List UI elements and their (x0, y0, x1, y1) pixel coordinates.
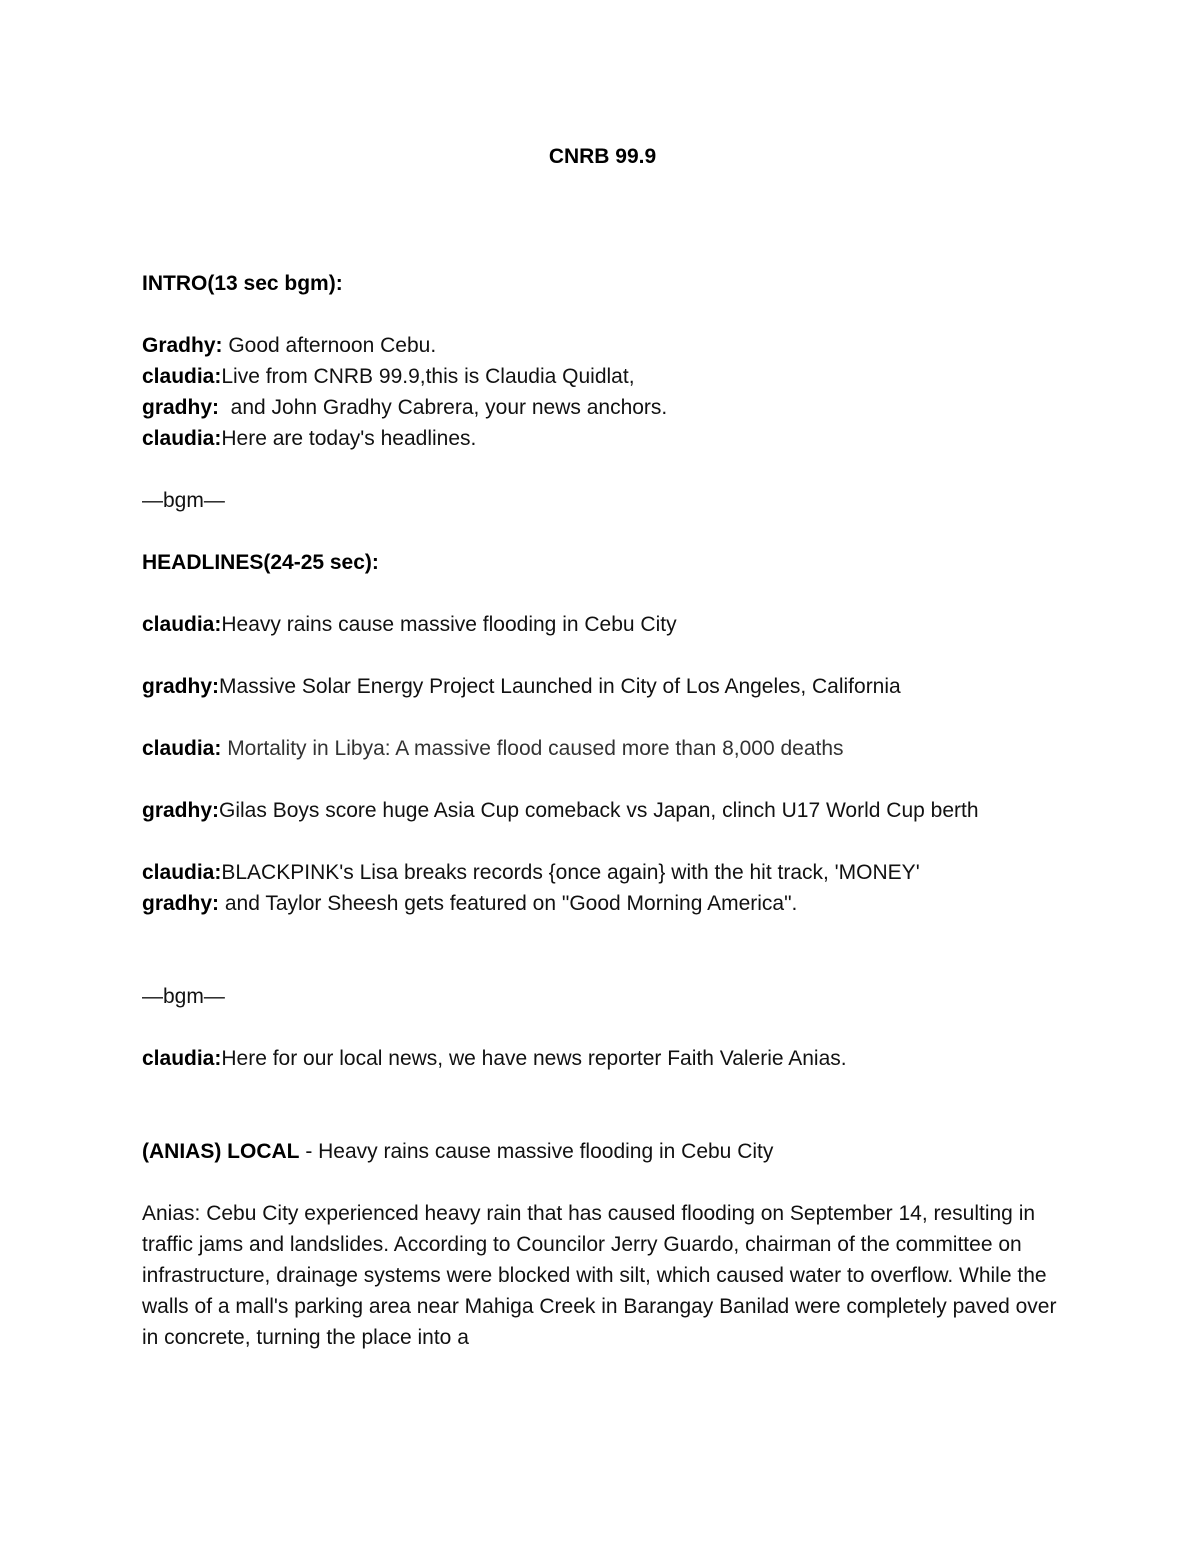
line-text: Here for our local news, we have news reporter Faith Valerie Anias. (221, 1047, 847, 1070)
speaker-label: claudia: (142, 1047, 222, 1070)
spacer (142, 578, 1062, 609)
speaker-label: gradhy: (142, 396, 220, 419)
headline-item (142, 795, 1062, 826)
spacer (142, 299, 1062, 330)
spacer (142, 764, 1062, 795)
speaker-label: gradhy: (142, 892, 220, 915)
speaker-label: claudia: (142, 737, 222, 760)
local-heading-label: (ANIAS) LOCAL (142, 1140, 300, 1163)
spacer (142, 1012, 1062, 1043)
speaker-label: Gradhy: (142, 334, 223, 357)
bgm-marker: —bgm— (142, 985, 225, 1008)
headline-item (142, 671, 1062, 702)
spacer (142, 516, 1062, 547)
intro-heading: INTRO(13 sec bgm): (142, 272, 343, 295)
script-body (142, 268, 1062, 1353)
line-text: and Taylor Sheesh gets featured on "Good Morning America". (219, 892, 798, 915)
intro-line (142, 361, 1062, 392)
line-text: Heavy rains cause massive flooding in Cebu City (221, 613, 677, 636)
headline-item (142, 609, 1062, 640)
spacer (142, 702, 1062, 733)
line-text: Live from CNRB 99.9,this is Claudia Quidlat, (221, 365, 635, 388)
bgm-marker: —bgm— (142, 489, 225, 512)
line-text: BLACKPINK's Lisa breaks records {once again} with the hit track, 'MONEY' (221, 861, 920, 884)
intro-line (142, 423, 1062, 454)
local-heading-text: - Heavy rains cause massive flooding in Cebu City (299, 1140, 774, 1163)
spacer (142, 919, 1062, 981)
spacer (142, 826, 1062, 857)
spacer (142, 1167, 1062, 1198)
line-text: Massive Solar Energy Project Launched in City of Los Angeles, California (219, 675, 901, 698)
speaker-label: claudia: (142, 365, 222, 388)
line-text: Mortality in Libya: A massive flood caused more than 8,000 deaths (221, 737, 844, 760)
speaker-label: claudia: (142, 613, 222, 636)
document-title: CNRB 99.9 (548, 145, 657, 168)
line-text: and John Gradhy Cabrera, your news anchors. (219, 396, 668, 419)
speaker-label: gradhy: (142, 675, 220, 698)
headlines-heading: HEADLINES(24-25 sec): (142, 551, 379, 574)
speaker-label: claudia: (142, 427, 222, 450)
speaker-label: gradhy: (142, 799, 220, 822)
headline-item (142, 857, 1062, 888)
handoff-line (142, 1043, 1062, 1074)
spacer (142, 640, 1062, 671)
intro-line (142, 330, 1062, 361)
local-heading (142, 1136, 1062, 1167)
line-text: Good afternoon Cebu. (222, 334, 437, 357)
spacer (142, 454, 1062, 485)
spacer (142, 1074, 1062, 1136)
line-text: Here are today's headlines. (221, 427, 477, 450)
headline-item (142, 733, 1062, 764)
local-paragraph: Anias: Cebu City experienced heavy rain that has caused flooding on September 14, resulting in traffic jams and landslides. According to Councilor Jerry Guardo, chairman of the committee on infrastructure, drainage systems were blocked with silt, which caused water to overflow. While the walls of a mall's parking area near Mahiga Creek in Barangay Banilad were completely paved over in concrete, turning the place into a (142, 1202, 1063, 1349)
speaker-label: claudia: (142, 861, 222, 884)
line-text: Gilas Boys score huge Asia Cup comeback vs Japan, clinch U17 World Cup berth (219, 799, 979, 822)
headline-item (142, 888, 1062, 919)
intro-line (142, 392, 1062, 423)
